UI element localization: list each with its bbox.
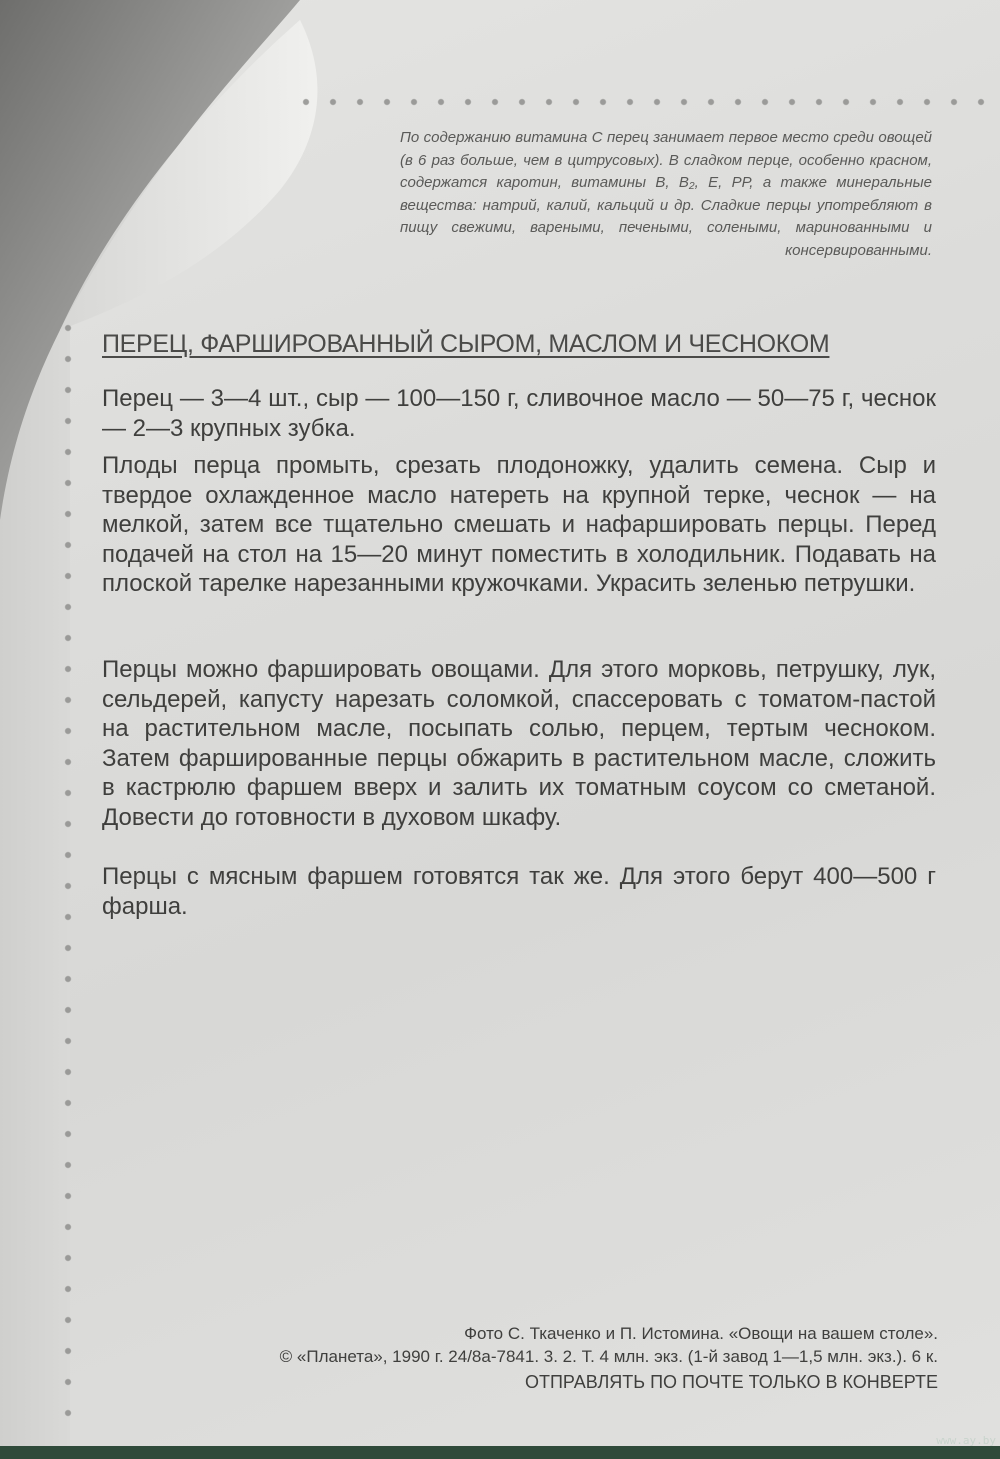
vegetable-variant-paragraph: Перцы можно фаршировать овощами. Для этого морковь, петрушку, лук, сельдерей, капусту нарезать соломкой, спассеровать с томатом-пастой на растительном масле, посыпать солью, перцем, тертым чесноком. Затем фаршированные перцы обжарить в растительном масле, сложить в кастрюлю фаршем вверх и залить их томатным соусом со сметаной. Довести до готовности в духовом шкафу. <box>102 656 936 831</box>
photo-credit: Фото С. Ткаченко и П. Истомина. «Овощи на вашем столе». <box>464 1324 938 1343</box>
ingredients-paragraph: Перец — 3—4 шт., сыр — 100—150 г, сливочное масло — 50—75 г, чеснок — 2—3 крупных зубка. <box>102 385 936 442</box>
site-watermark: www.ay.by <box>936 1434 996 1447</box>
perforation-top <box>300 96 990 108</box>
method-paragraph: Плоды перца промыть, срезать плодоножку, удалить семена. Сыр и твердое охлажденное масло натереть на крупной терке, чеснок — на мелкой, затем все тщательно смешать и нафаршировать перцы. Перед подачей на стол на 15—20 минут поместить в холодильник. Подавать на плоской тарелке нарезанными кружочками. Украсить зеленью петрушки. <box>102 452 936 598</box>
perforation-left <box>60 320 76 1440</box>
mail-notice: ОТПРАВЛЯТЬ ПО ПОЧТЕ ТОЛЬКО В КОНВЕРТЕ <box>524 1372 938 1392</box>
vitamin-note: По содержанию витамина С перец занимает первое место среди овощей (в 6 раз больше, чем в цитрусовых). В сладком перце, особенно красном, содержатся каротин, витамины В, В₂, Е, РР, а также минеральные вещества: натрий, калий, кальций и др. Сладкие перцы употребляют в пищу свежими, вареными, печеными, солеными, маринованными и консервированными. <box>400 129 932 259</box>
publisher-line: © «Планета», 1990 г. 24/8а-7841. 3. 2. Т. 4 млн. экз. (1-й завод 1—1,5 млн. экз.). 6 к. <box>279 1347 938 1366</box>
meat-variant-paragraph: Перцы с мясным фаршем готовятся так же. Для этого берут 400—500 г фарша. <box>102 863 936 920</box>
recipe-title: ПЕРЕЦ, ФАРШИРОВАННЫЙ СЫРОМ, МАСЛОМ И ЧЕСНОКОМ <box>102 330 830 358</box>
page-curl <box>0 0 1000 720</box>
